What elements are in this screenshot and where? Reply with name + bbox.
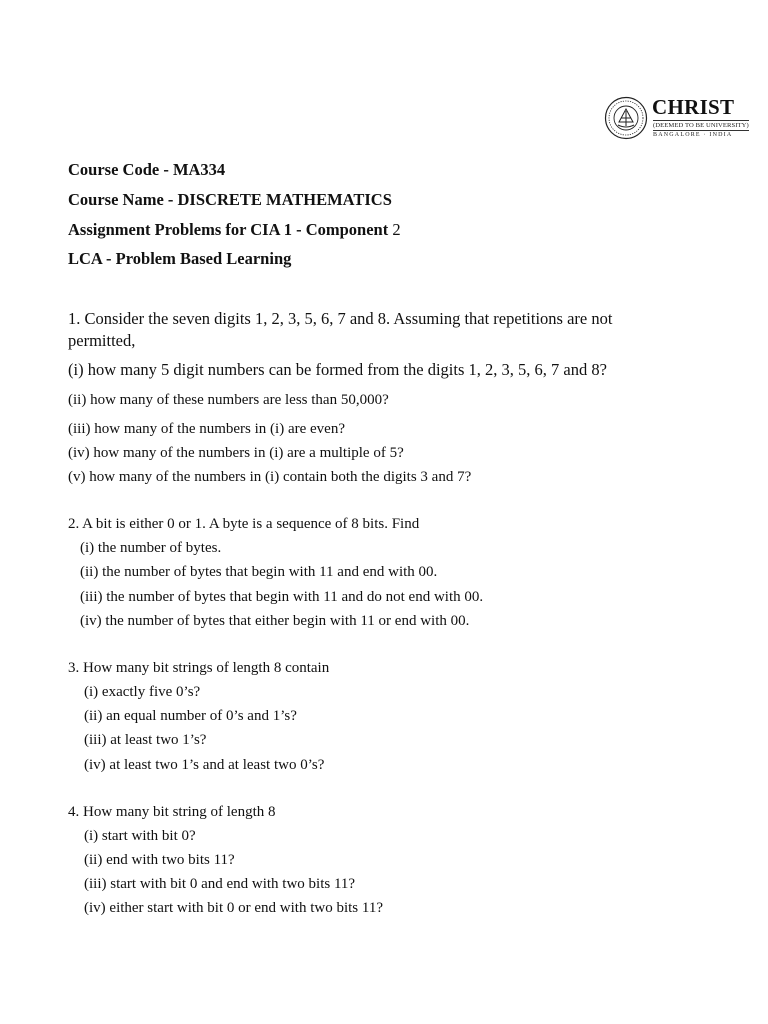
q1-part-i: (i) how many 5 digit numbers can be formed from the digits 1, 2, 3, 5, 6, 7 and 8? bbox=[68, 360, 607, 379]
logo-location: BANGALORE · INDIA bbox=[653, 132, 733, 138]
q2-stem: 2. A bit is either 0 or 1. A byte is a sequence of 8 bits. Find bbox=[68, 516, 420, 532]
university-seal-icon bbox=[604, 96, 648, 140]
q3-part-iii: (iii) at least two 1’s? bbox=[84, 732, 207, 748]
q3-part-ii: (ii) an equal number of 0’s and 1’s? bbox=[84, 708, 297, 724]
q4-part-ii: (ii) end with two bits 11? bbox=[84, 852, 235, 868]
logo-name: CHRIST bbox=[652, 95, 735, 119]
assignment-title-bold: Assignment Problems for CIA 1 - Component bbox=[68, 220, 393, 239]
q2-part-iv: (iv) the number of bytes that either begin with 11 or end with 00. bbox=[80, 613, 470, 629]
assignment-component-number: 2 bbox=[392, 220, 401, 239]
q2-part-ii: (ii) the number of bytes that begin with 11 and end with 00. bbox=[80, 564, 438, 580]
assignment-title bbox=[68, 220, 401, 240]
university-logo bbox=[604, 95, 749, 142]
q3-stem: 3. How many bit strings of length 8 contain bbox=[68, 660, 330, 676]
q1-part-ii: (ii) how many of these numbers are less than 50,000? bbox=[68, 392, 389, 408]
q3-part-iv: (iv) at least two 1’s and at least two 0’s? bbox=[84, 757, 325, 773]
lca-title: LCA - Problem Based Learning bbox=[68, 249, 292, 268]
q2-part-iii: (iii) the number of bytes that begin with 11 and do not end with 00. bbox=[80, 589, 484, 605]
q1-part-iv: (iv) how many of the numbers in (i) are a multiple of 5? bbox=[68, 445, 404, 461]
q4-part-i: (i) start with bit 0? bbox=[84, 828, 196, 844]
q4-stem: 4. How many bit string of length 8 bbox=[68, 804, 276, 820]
q1-stem-line2: permitted, bbox=[68, 331, 136, 350]
q1-stem-line1: 1. Consider the seven digits 1, 2, 3, 5, 6, 7 and 8. Assuming that repetitions are not bbox=[68, 309, 613, 328]
course-name: Course Name - DISCRETE MATHEMATICS bbox=[68, 190, 392, 209]
q2-part-i: (i) the number of bytes. bbox=[80, 540, 222, 556]
logo-subtitle: (DEEMED TO BE UNIVERSITY) bbox=[653, 122, 749, 129]
q1-part-iii: (iii) how many of the numbers in (i) are even? bbox=[68, 421, 345, 437]
q4-part-iii: (iii) start with bit 0 and end with two bits 11? bbox=[84, 876, 356, 892]
course-code: Course Code - MA334 bbox=[68, 160, 226, 179]
q3-part-i: (i) exactly five 0’s? bbox=[84, 684, 201, 700]
q4-part-iv: (iv) either start with bit 0 or end with two bits 11? bbox=[84, 900, 383, 916]
q1-part-v: (v) how many of the numbers in (i) contain both the digits 3 and 7? bbox=[68, 469, 472, 485]
